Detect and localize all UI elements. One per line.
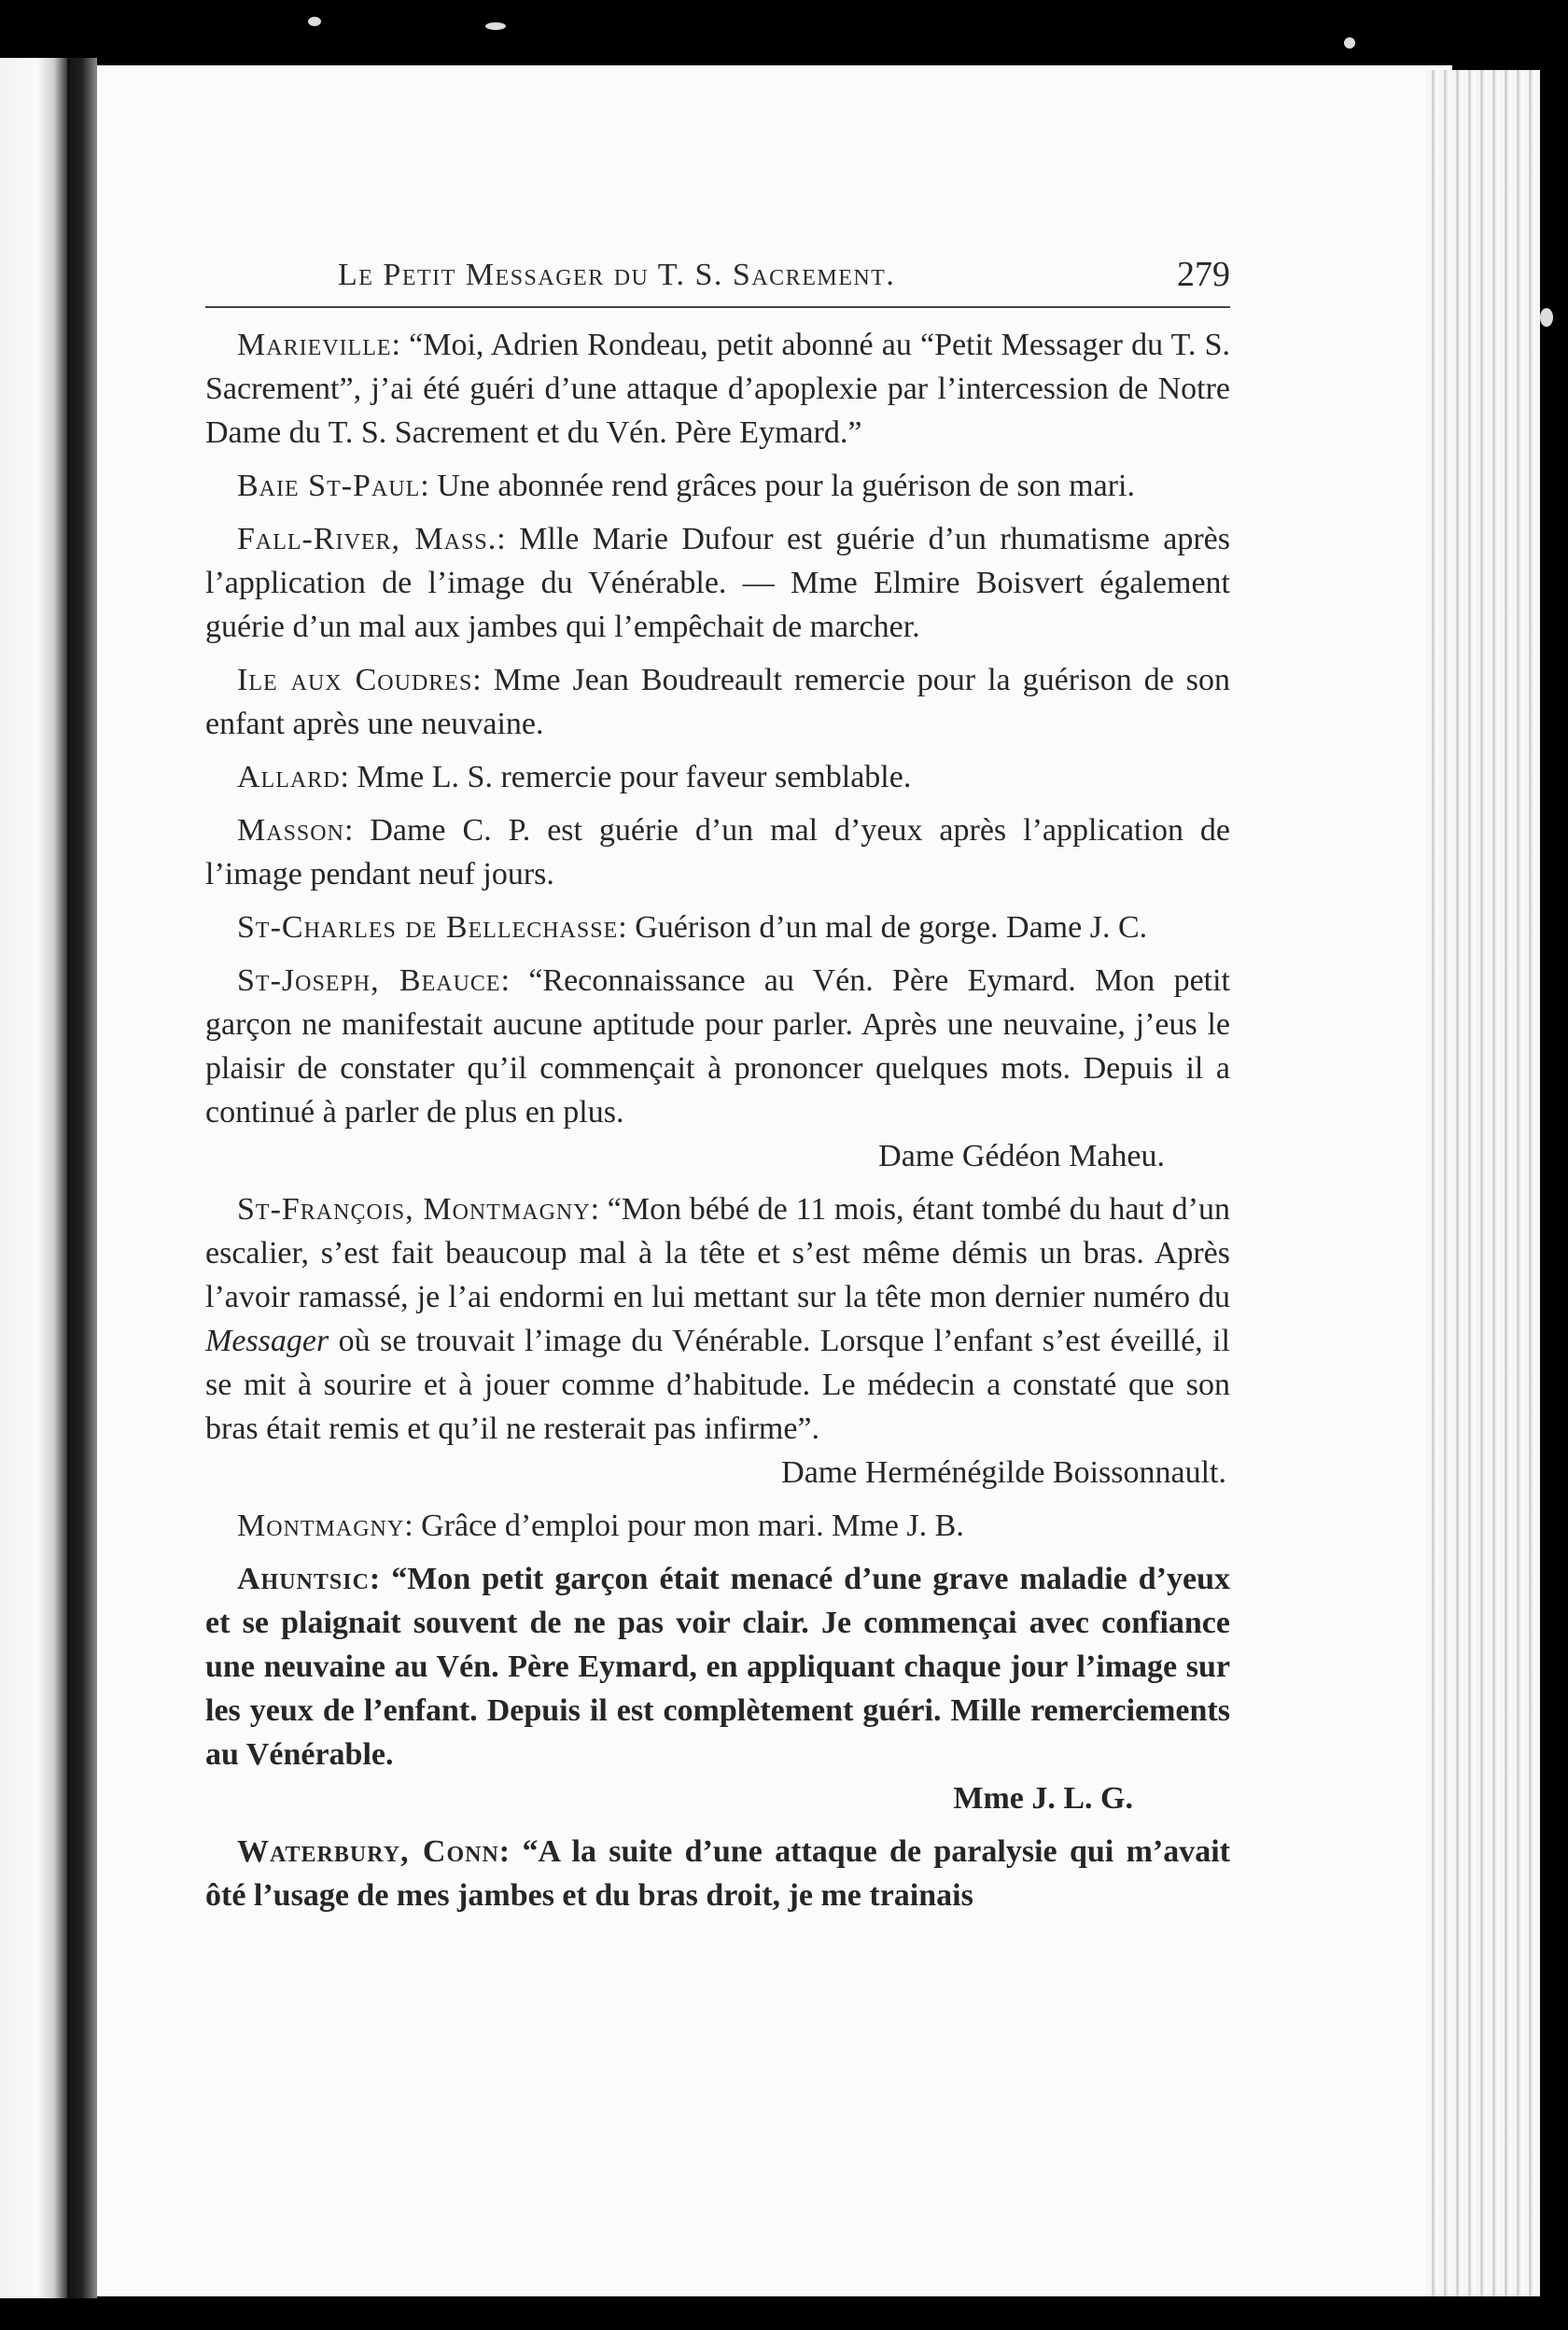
page-number: 279	[1177, 255, 1230, 294]
entry-text: : “Reconnaissance au Vén. Père Eymard. Mon petit garçon ne manifestait aucune aptitude pour parler. Après une neuvaine, j’eus le plaisir de constater qu’il commençait à prononcer quelques mots. Depuis il a continué à parler de plus en plus.	[205, 963, 1230, 1130]
entry-place: Allard	[237, 760, 341, 794]
entry-paragraph	[205, 658, 1230, 746]
entry-paragraph	[205, 755, 1230, 799]
entry-text: : Grâce d’emploi pour mon mari. Mme J. B.	[404, 1509, 964, 1543]
entry-place: St-François, Montmagny	[237, 1192, 591, 1227]
entry-text: : Une abonnée rend grâces pour la guérison de son mari.	[420, 469, 1135, 503]
entry-signature: Mme J. L. G.	[953, 1781, 1133, 1816]
entry-signature: Dame Gédéon Maheu.	[878, 1139, 1165, 1173]
entry-text: : “A la suite d’une attaque de paralysie qui m’avait ôté l’usage de mes jambes et du bras droit, je me trainais	[205, 1834, 1230, 1913]
entry-paragraph	[205, 1557, 1230, 1776]
running-header	[205, 255, 1230, 306]
dust-speck	[1540, 308, 1553, 327]
entry-paragraph	[205, 464, 1230, 508]
page-shadow	[1540, 84, 1568, 2287]
facing-page-edge	[0, 58, 67, 2298]
entry-place: St-Charles de Bellechasse	[237, 910, 619, 945]
dust-speck	[485, 22, 506, 30]
entry-text: : Dame C. P. est guérie d’un mal d’yeux après l’application de l’image pendant neuf jours.	[205, 813, 1230, 891]
entry-text: : “Mon petit garçon était menacé d’une grave maladie d’yeux et se plaignait souvent de ne pas voir clair. Je commençai avec confiance une neuvaine au Vén. Père Eymard, en appliquant chaque jour l’image sur les yeux de l’enfant. Depuis il est complètement guéri. Mille remerciements au Vénérable.	[205, 1562, 1230, 1772]
entry-place: Baie St-Paul	[237, 469, 421, 503]
entry-paragraph	[205, 323, 1230, 455]
entry-place: Fall-River, Mass.	[237, 522, 497, 556]
entry-place: St-Joseph, Beauce	[237, 963, 501, 998]
entry-paragraph	[205, 1504, 1230, 1548]
entry-place: Ile aux Coudres	[237, 663, 473, 697]
entry-paragraph	[205, 808, 1230, 896]
entry-paragraph	[205, 959, 1230, 1134]
entry-place: Montmagny	[237, 1509, 405, 1543]
entry-text: : Guérison d’un mal de gorge. Dame J. C.	[618, 910, 1148, 945]
body-text	[205, 323, 1230, 1927]
book-gutter	[67, 58, 97, 2298]
dust-speck	[1344, 37, 1355, 49]
entry-signature: Dame Herménégilde Boissonnault.	[781, 1455, 1226, 1490]
header-rule	[205, 306, 1230, 308]
entry-place: Marieville	[237, 328, 392, 362]
entry-paragraph	[205, 905, 1230, 949]
entry-text: : “Mon bébé de 11 mois, étant tombé du haut d’un escalier, s’est fait beaucoup mal à la tête et s’est même démis un bras. Après l’avoir ramassé, je l’ai endormi en lui mettant sur la tête mon dernier numéro du	[205, 1192, 1230, 1314]
running-title: Le Petit Messager du T. S. Sacrement.	[338, 258, 896, 292]
entry-place: Ahuntsic	[237, 1562, 370, 1596]
entry-text: : “Moi, Adrien Rondeau, petit abonné au “Petit Messager du T. S. Sacrement”, j’ai été guéri d’une attaque d’apoplexie par l’intercession de Notre Dame du T. S. Sacrement et du Vén. Père Eymard.”	[205, 328, 1230, 450]
entry-text: : Mme Jean Boudreault remercie pour la guérison de son enfant après une neuvaine.	[205, 663, 1231, 741]
entry-text: : Mlle Marie Dufour est guérie d’un rhumatisme après l’application de l’image du Vénérable. — Mme Elmire Boisvert également guérie d’un mal aux jambes qui l’empêchait de marcher.	[205, 522, 1231, 644]
entry-paragraph	[205, 517, 1230, 649]
entry-italic-title: Messager	[205, 1324, 329, 1358]
entry-place: Waterbury, Conn	[237, 1834, 499, 1869]
dust-speck	[308, 17, 321, 26]
entry-place: Masson	[237, 813, 344, 848]
page-block-edges	[1426, 70, 1540, 2296]
entry-paragraph	[205, 1830, 1230, 1917]
entry-text: : Mme L. S. remercie pour faveur semblable.	[340, 760, 912, 794]
entry-text: où se trouvait l’image du Vénérable. Lorsque l’enfant s’est éveillé, il se mit à sourire et à jouer comme d’habitude. Le médecin a constaté que son bras était remis et qu’il ne resterait pas infirme”.	[205, 1324, 1230, 1446]
entry-paragraph	[205, 1187, 1230, 1451]
